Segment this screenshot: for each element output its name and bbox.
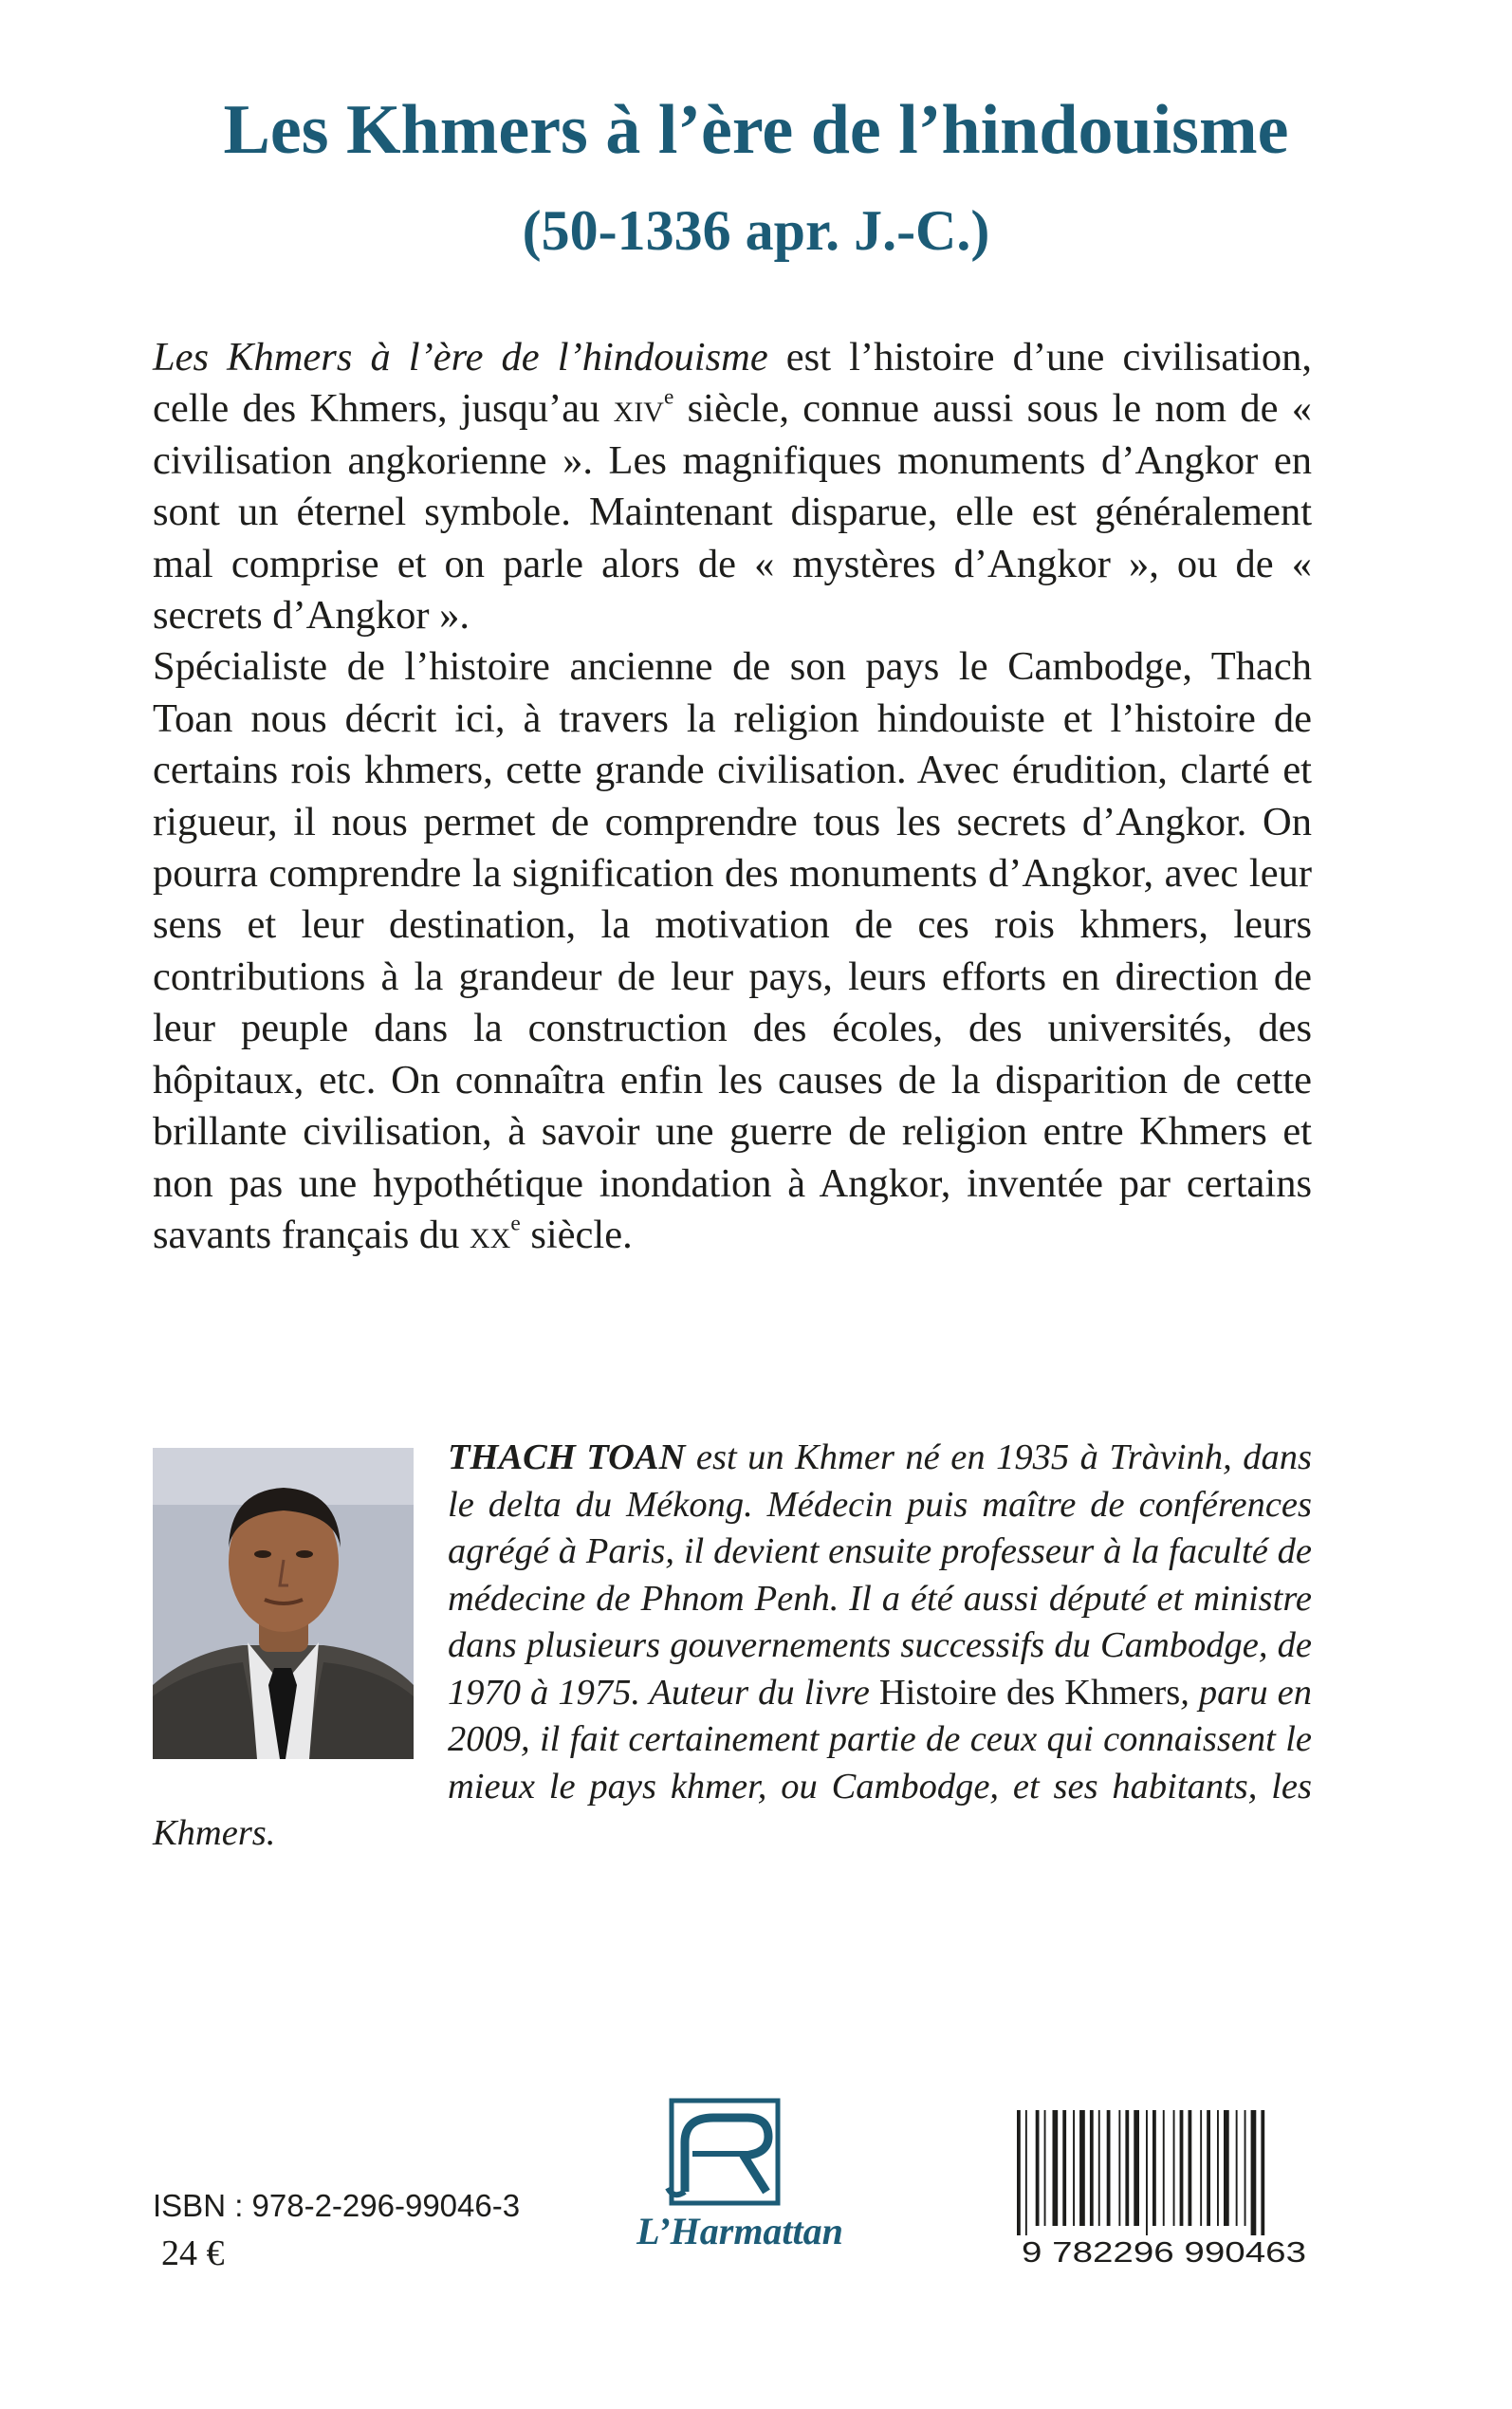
- publisher-logo: [626, 2097, 854, 2253]
- description-text: siècle.: [520, 1212, 633, 1257]
- barcode-bar: [1098, 2110, 1100, 2226]
- barcode-bar: [1062, 2110, 1066, 2226]
- author-photo: [153, 1448, 414, 1759]
- barcode-bar: [1125, 2110, 1129, 2226]
- barcode-bar: [1224, 2110, 1229, 2226]
- barcode-bar: [1152, 2110, 1156, 2226]
- book-description: [153, 332, 1312, 1261]
- barcode-icon: [1013, 2106, 1315, 2268]
- barcode-bar: [1251, 2110, 1257, 2235]
- century-numeral: xiv: [613, 386, 664, 432]
- century-superscript: e: [510, 1211, 521, 1236]
- barcode-bar: [1173, 2110, 1175, 2226]
- author-name: THACH TOAN: [448, 1437, 686, 1477]
- barcode-bar: [1261, 2110, 1264, 2235]
- barcode-number: 9 782296 990463: [1022, 2235, 1306, 2268]
- barcode-bar: [1245, 2110, 1246, 2226]
- barcode-bar: [1180, 2110, 1184, 2226]
- description-paragraph-2: [153, 641, 1312, 1261]
- barcode-bar: [1025, 2110, 1027, 2235]
- barcode-bar: [1053, 2110, 1059, 2226]
- harmattan-logo-icon: [626, 2097, 854, 2253]
- barcode-bar: [1090, 2110, 1094, 2226]
- barcode-bar: [1217, 2110, 1219, 2226]
- barcode: [1013, 2106, 1315, 2268]
- barcode-bar: [1189, 2110, 1192, 2226]
- description-text: siècle, connue aussi sous le nom de « civilisation angkorienne ». Les magnifiques monuments d’Angkor en sont un éternel symbole. Maintenant disparue, elle est généralement mal comprise et on parle alors de « mystères d’Angkor », ou de « secrets d’Angkor ».: [153, 386, 1312, 639]
- century-numeral: xx: [469, 1212, 511, 1257]
- barcode-bar: [1079, 2110, 1085, 2226]
- barcode-bar: [1146, 2110, 1148, 2235]
- book-title: Les Khmers à l’ère de l’hindouisme: [223, 91, 1289, 169]
- price: 24 €: [161, 2233, 225, 2273]
- barcode-bar: [1036, 2110, 1040, 2226]
- barcode-bar: [1118, 2110, 1120, 2226]
- century-superscript: e: [663, 384, 674, 410]
- isbn: ISBN : 978-2-296-99046-3: [153, 2188, 521, 2223]
- author-portrait-icon: [153, 1448, 414, 1759]
- author-book-title: Histoire des Khmers: [878, 1672, 1181, 1713]
- barcode-bar: [1017, 2110, 1021, 2235]
- author-bio: [153, 1435, 1312, 1858]
- barcode-bar: [1107, 2110, 1111, 2226]
- description-text: est l’histoire d’une civilisation, celle des Khmers, jusqu’au: [153, 335, 1312, 432]
- barcode-bar: [1134, 2110, 1139, 2226]
- book-subtitle: (50-1336 apr. J.-C.): [522, 199, 990, 262]
- barcode-bar: [1200, 2110, 1202, 2226]
- barcode-bar: [1236, 2110, 1238, 2226]
- barcode-bar: [1073, 2110, 1075, 2226]
- publisher-name: L’Harmattan: [636, 2210, 843, 2252]
- bio-text: est un Khmer né en 1935 à Tràvinh, dans le delta du Mékong. Médecin puis maître de conférences agrégé à Paris, il devient ensuite professeur à la faculté de médecine de Phnom Penh. Il a été aussi député et ministre dans plusieurs gouvernements successifs du Cambodge, de 1970 à 1975. Auteur du livre: [448, 1437, 1312, 1713]
- bio-text: , paru en 2009, il fait certainement partie de ceux qui connaissent le mieux le pays khmer, ou Cambodge, et ses habitants, les Khmers.: [153, 1672, 1312, 1853]
- description-text: Spécialiste de l’histoire ancienne de son pays le Cambodge, Thach Toan nous décrit ici, à travers la religion hindouiste et l’histoire de certains rois khmers, cette grande civilisation. Avec érudition, clarté et rigueur, il nous permet de comprendre tous les secrets d’Angkor. On pourra comprendre la signification des monuments d’Angkor, avec leur sens et leur destination, la motivation de ces rois khmers, leurs contributions à la grandeur de leur pays, leurs efforts en direction de leur peuple dans la construction des écoles, des universités, des hôpitaux, etc. On connaîtra enfin les causes de la disparition de cette brillante civilisation, à savoir une guerre de religion entre Khmers et non pas une hypothétique inondation à Angkor, inventée par certains savants français du: [153, 644, 1312, 1257]
- barcode-bar: [1207, 2110, 1210, 2226]
- description-book-title: Les Khmers à l’ère de l’hindouisme: [153, 335, 768, 380]
- description-paragraph-1: [153, 332, 1312, 641]
- barcode-bar: [1044, 2110, 1046, 2226]
- barcode-bar: [1163, 2110, 1165, 2226]
